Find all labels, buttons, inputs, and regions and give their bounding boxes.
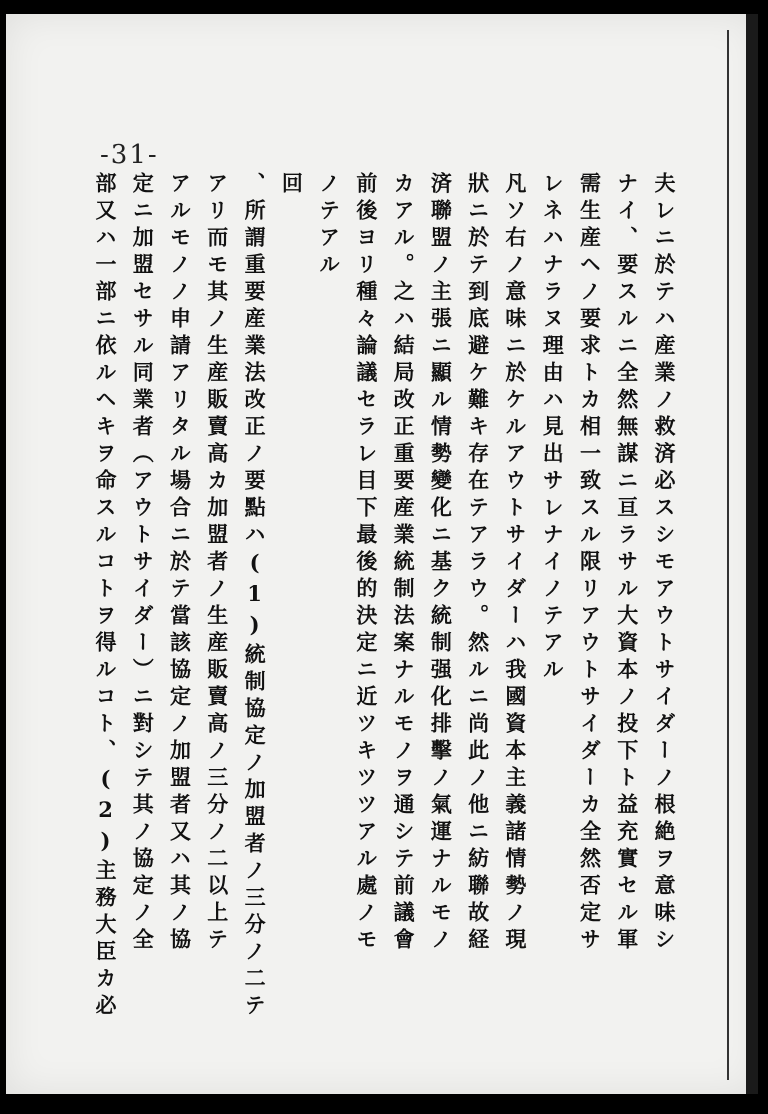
text-column-16: 部又ハ一部ニ依ルヘキヲ命スルコトヲ得ルコト、(2)主務大臣カ必 bbox=[93, 172, 118, 1021]
text-column-3: 需生産ヘノ要求トカ相一致スル限リアウトサイダーカ全然否定サ bbox=[577, 172, 603, 955]
margin-line bbox=[727, 30, 729, 1080]
text-column-4: レネハナラヌ理由ハ見出サレナイノテアル bbox=[540, 172, 566, 685]
text-column-10: ノテアル bbox=[316, 172, 342, 280]
binding-edge bbox=[746, 14, 758, 1094]
text-column-12: 、所謂重要産業法改正ノ要點ハ(1)統制協定ノ加盟者ノ三分ノ二テ bbox=[242, 172, 268, 1021]
section-marker: 回 bbox=[279, 172, 305, 199]
text-column-8: カアル。之ハ結局改正重要産業統制法案ナルモノヲ通シテ前議會 bbox=[391, 172, 417, 955]
text-column-2: ナイ、要スルニ全然無謀ニ亘ラサル大資本ノ投下ト益充實セル軍 bbox=[614, 172, 640, 955]
text-column-5: 凡ソ右ノ意味ニ於ケルアウトサイダーハ我國資本主義諸情勢ノ現 bbox=[502, 172, 528, 955]
vertical-text-block bbox=[93, 172, 677, 1021]
page-number: -31- bbox=[100, 140, 159, 170]
text-column-6: 狀ニ於テ到底避ケ難キ存在テアラウ。然ルニ尚此ノ他ニ紡聯故経 bbox=[465, 172, 491, 955]
text-column-7: 済聯盟ノ主張ニ顯ル情勢變化ニ基ク統制强化排擊ノ氣運ナルモノ bbox=[428, 172, 454, 955]
text-column-15: 定ニ加盟セサル同業者（アウトサイダー）ニ對シテ其ノ協定ノ全 bbox=[130, 172, 156, 955]
text-column-9: 前後ヨリ種々論議セラレ目下最後的決定ニ近ツキツツアル處ノモ bbox=[353, 172, 379, 955]
text-column-14: アルモノノ申請アリタル場合ニ於テ當該協定ノ加盟者又ハ其ノ協 bbox=[167, 172, 193, 955]
text-column-1: 夫レニ於テハ産業ノ救済必スシモアウトサイダーノ根絶ヲ意味シ bbox=[651, 172, 677, 955]
text-column-13: アリ而モ其ノ生産販賣高カ加盟者ノ生産販賣高ノ三分ノ二以上テ bbox=[204, 172, 230, 955]
